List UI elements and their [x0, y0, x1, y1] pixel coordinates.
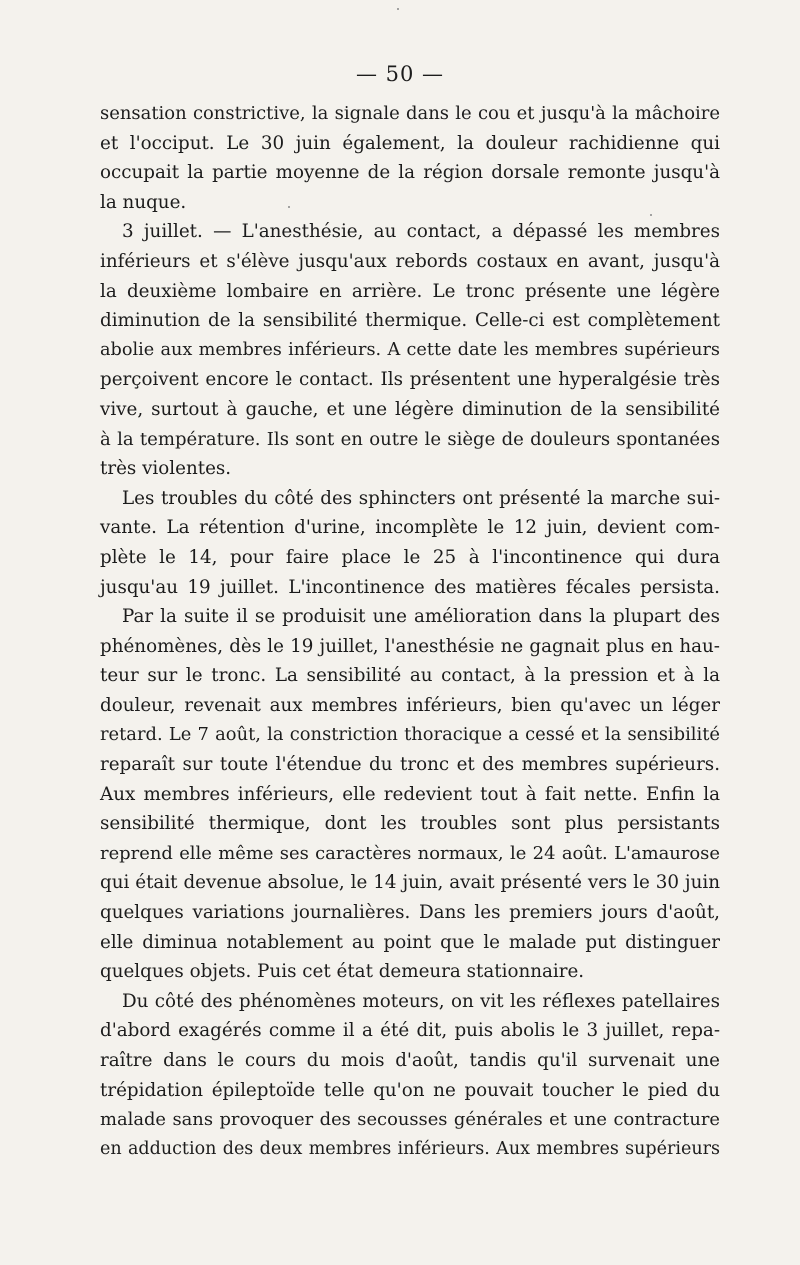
text-line: occupait la partie moyenne de la région dorsale remonte jusqu'à: [100, 162, 720, 184]
text-line: retard. Le 7 août, la constriction thoracique a cessé et la sensibilité: [100, 724, 720, 746]
text-line: elle diminua notablement au point que le malade put distinguer: [100, 931, 720, 953]
text-line: plète le 14, pour faire place le 25 à l'incontinence qui dura: [100, 546, 720, 568]
text-line: douleur, revenait aux membres inférieurs, bien qu'avec un léger: [100, 694, 720, 716]
text-line: sensibilité thermique, dont les troubles sont plus persistants: [100, 813, 720, 835]
text-line: quelques variations journalières. Dans les premiers jours d'août,: [100, 902, 720, 924]
text-line: sensation constrictive, la signale dans le cou et jusqu'à la mâchoire: [100, 103, 720, 124]
text-line: et l'occiput. Le 30 juin également, la douleur rachidienne qui: [100, 132, 720, 154]
body-text: [100, 99, 720, 1164]
text-line: phénomènes, dès le 19 juillet, l'anesthésie ne gagnait plus en hau-: [100, 635, 720, 657]
text-line: très violentes.: [100, 458, 232, 480]
text-line: reparaît sur toute l'étendue du tronc et des membres supérieurs.: [100, 754, 720, 776]
paper-speck: [397, 8, 399, 10]
text-line: en adduction des deux membres inférieurs. Aux membres supérieurs: [100, 1138, 720, 1159]
text-line: Par la suite il se produisit une amélioration dans la plupart des: [122, 606, 720, 628]
text-line: malade sans provoquer des secousses générales et une contracture: [100, 1109, 720, 1131]
text-line: vante. La rétention d'urine, incomplète le 12 juin, devient com-: [100, 517, 720, 539]
text-line: quelques objets. Puis cet état demeura stationnaire.: [100, 961, 585, 983]
text-line: diminution de la sensibilité thermique. Celle-ci est complètement: [100, 310, 720, 332]
text-line: Les troubles du côté des sphincters ont présenté la marche sui-: [122, 487, 720, 509]
text-line: la deuxième lombaire en arrière. Le tronc présente une légère: [100, 280, 720, 302]
text-line: la nuque.: [100, 191, 187, 213]
text-line: inférieurs et s'élève jusqu'aux rebords costaux en avant, jusqu'à: [100, 250, 720, 272]
text-line: perçoivent encore le contact. Ils présentent une hyperalgésie très: [100, 369, 720, 391]
text-line: Aux membres inférieurs, elle redevient tout à fait nette. Enfin la: [100, 783, 720, 805]
text-line: qui était devenue absolue, le 14 juin, avait présenté vers le 30 juin: [100, 872, 720, 894]
text-line: d'abord exagérés comme il a été dit, puis abolis le 3 juillet, repa-: [100, 1020, 720, 1042]
text-line: teur sur le tronc. La sensibilité au contact, à la pression et à la: [100, 665, 720, 687]
text-line: à la température. Ils sont en outre le siège de douleurs spontanées: [100, 428, 720, 450]
text-line: Du côté des phénomènes moteurs, on vit les réflexes patellaires: [122, 990, 720, 1012]
text-line: jusqu'au 19 juillet. L'incontinence des matières fécales persista.: [100, 576, 720, 598]
text-line: trépidation épileptoïde telle qu'on ne pouvait toucher le pied du: [100, 1079, 720, 1101]
page-number: — 50 —: [355, 62, 445, 86]
text-line: 3 juillet. — L'anesthésie, au contact, a dépassé les membres: [122, 221, 720, 243]
text-line: abolie aux membres inférieurs. A cette date les membres supérieurs: [100, 339, 720, 360]
text-line: reprend elle même ses caractères normaux, le 24 août. L'amaurose: [100, 842, 720, 864]
text-line: vive, surtout à gauche, et une légère diminution de la sensibilité: [100, 398, 720, 420]
text-line: raître dans le cours du mois d'août, tandis qu'il survenait une: [100, 1050, 720, 1071]
